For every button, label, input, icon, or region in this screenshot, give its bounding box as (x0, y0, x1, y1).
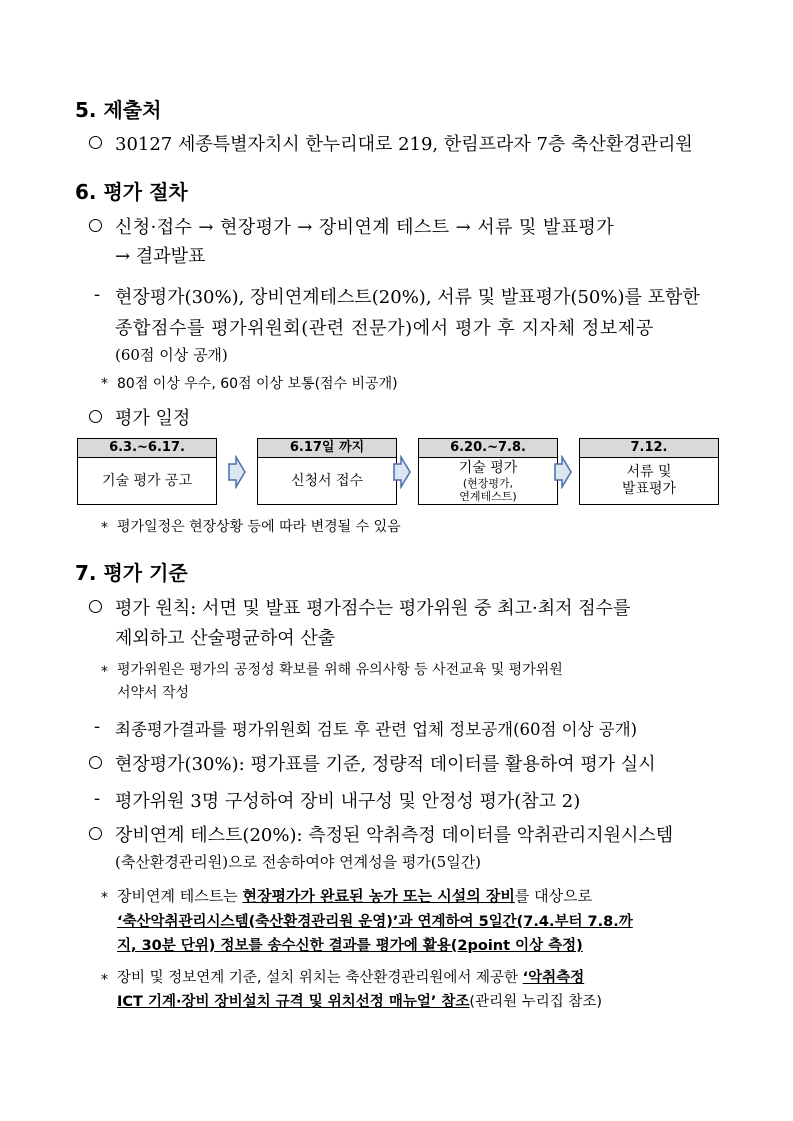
integration-note-line1: 장비연계 테스트는 현장평가가 완료된 농가 또는 시설의 장비를 대상으로 (117, 887, 593, 905)
principle-line2: 제외하고 산술평균하여 산출 (115, 628, 336, 649)
schedule-label: 기술 평가 (458, 459, 518, 476)
principle-line1: 평가 원칙: 서면 및 발표 평가점수는 평가위원 중 최고·최저 점수를 (115, 598, 631, 619)
asterisk-note-icon: * (101, 664, 108, 680)
schedule-step-4 (579, 438, 719, 505)
circle-bullet-icon (89, 219, 102, 232)
circle-bullet-icon (89, 136, 102, 149)
field-evaluation-detail: 평가위원 3명 구성하여 장비 내구성 및 안정성 평가(참고 2) (115, 791, 581, 812)
standard-note-line1: 장비 및 정보연계 기준, 설치 위치는 축산환경관리원에서 제공한 ‘악취측정 (117, 970, 585, 986)
standard-note-line2: ICT 기계·장비 장비설치 규격 및 위치선정 매뉴얼’ 참조(관리원 누리집 참조) (117, 994, 603, 1010)
schedule-sub-label: 연계테스트) (459, 489, 517, 503)
section-6-heading: 6. 평가 절차 (75, 180, 188, 204)
submission-address: 30127 세종특별자치시 한누리대로 219, 한림프라자 7층 축산환경관리원 (115, 134, 693, 155)
circle-bullet-icon (89, 827, 102, 840)
integration-test-line2: (축산환경관리원)으로 전송하여야 연계성을 평가(5일간) (115, 853, 482, 871)
evaluator-note-line2: 서약서 작성 (117, 685, 190, 701)
procedure-flow-line1: 신청·접수 → 현장평가 → 장비연계 테스트 → 서류 및 발표평가 (115, 217, 614, 238)
asterisk-note-icon: * (101, 520, 108, 536)
schedule-label: 기술 평가 공고 (101, 472, 193, 489)
asterisk-note-icon: * (101, 890, 108, 906)
chevron-right-icon (392, 455, 412, 489)
schedule-step-1 (77, 438, 217, 505)
schedule-label: 발표평가 (621, 481, 677, 497)
dash-bullet: - (94, 788, 101, 809)
grade-note: 80점 이상 우수, 60점 이상 보통(점수 비공개) (117, 376, 398, 392)
schedule-step-2 (257, 438, 397, 505)
integration-test-line1: 장비연계 테스트(20%): 측정된 악취측정 데이터를 악취관리지원시스템 (115, 825, 674, 846)
integration-note-line2: ‘축산악취관리시스템(축산환경관리원 운영)’과 연계하여 5일간(7.4.부터 7.8.까 (117, 914, 633, 930)
field-evaluation: 현장평가(30%): 평가표를 기준, 정량적 데이터를 활용하여 평가 실시 (115, 754, 656, 775)
evaluator-note-line1: 평가위원은 평가의 공정성 확보를 위해 유의사항 등 사전교육 및 평가위원 (117, 662, 563, 678)
schedule-step-3 (418, 438, 558, 505)
schedule-date: 6.3.~6.17. (78, 439, 216, 458)
score-composition-line1: 현장평가(30%), 장비연계테스트(20%), 서류 및 발표평가(50%)를 포함한 (115, 287, 700, 308)
circle-bullet-icon (89, 410, 102, 423)
chevron-right-icon (227, 455, 247, 489)
schedule-date: 6.20.~7.8. (419, 439, 557, 458)
dash-bullet: - (94, 716, 101, 737)
section-7-heading: 7. 평가 기준 (75, 561, 188, 585)
final-result-disclosure: 최종평가결과를 평가위원회 검토 후 관련 업체 정보공개(60점 이상 공개) (115, 720, 638, 739)
score-composition-line3: (60점 이상 공개) (115, 346, 228, 364)
integration-note-line3: 지, 30분 단위) 정보를 송수신한 결과를 평가에 활용(2point 이상 측정) (117, 938, 583, 954)
asterisk-note-icon: * (101, 972, 108, 988)
schedule-date: 7.12. (580, 439, 718, 458)
schedule-label: 신청서 접수 (290, 472, 364, 489)
schedule-label: 서류 및 (626, 464, 672, 480)
chevron-right-icon (553, 455, 573, 489)
asterisk-note-icon: * (101, 376, 108, 392)
score-composition-line2: 종합점수를 평가위원회(관련 전문가)에서 평가 후 지자체 정보제공 (115, 318, 654, 339)
schedule-title: 평가 일정 (115, 408, 191, 429)
schedule-sub-label: (현장평가, (462, 476, 514, 490)
dash-bullet: - (94, 284, 101, 305)
circle-bullet-icon (89, 600, 102, 613)
section-5-heading: 5. 제출처 (75, 98, 162, 122)
circle-bullet-icon (89, 756, 102, 769)
schedule-date: 6.17일 까지 (258, 439, 396, 458)
schedule-note: 평가일정은 현장상황 등에 따라 변경될 수 있음 (117, 519, 401, 535)
procedure-flow-line2: → 결과발표 (115, 246, 206, 267)
